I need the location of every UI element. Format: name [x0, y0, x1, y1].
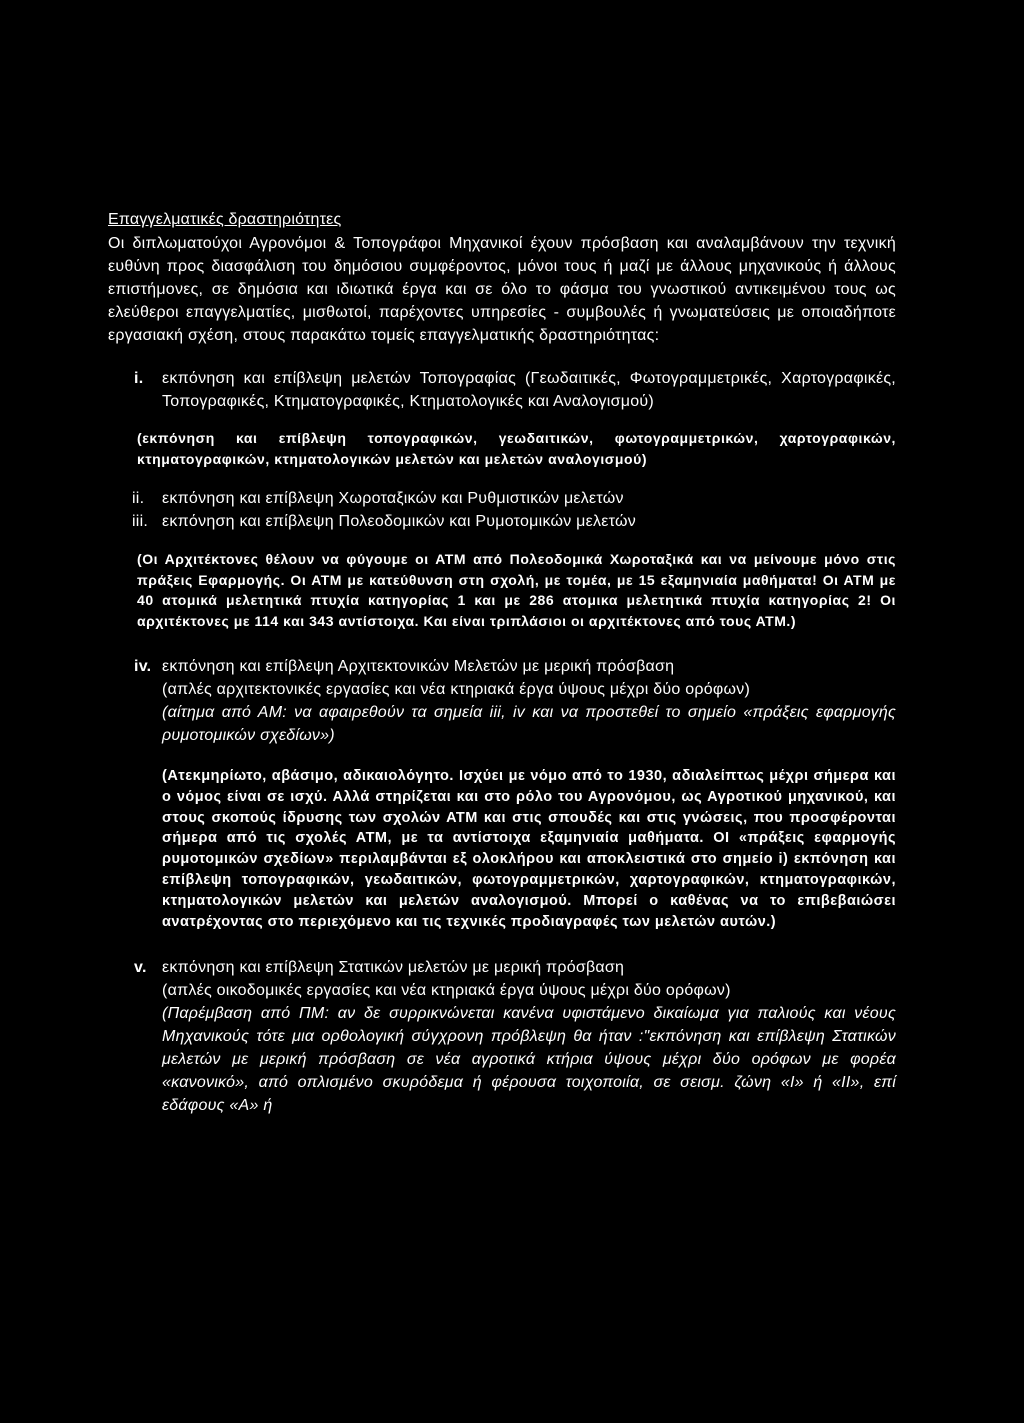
- list-item-3: [108, 510, 896, 533]
- list-item-1: [108, 367, 896, 413]
- list-item-2: [108, 487, 896, 510]
- list-item-subtext: (απλές αρχιτεκτονικές εργασίες και νέα κτηριακά έργα ύψους μέχρι δύο ορόφων): [162, 681, 751, 698]
- list-item-text: εκπόνηση και επίβλεψη Πολεοδομικών και Ρυμοτομικών μελετών: [162, 513, 636, 530]
- list-number: ii.: [132, 490, 145, 507]
- list-item-4: [108, 655, 896, 747]
- list-item-text: εκπόνηση και επίβλεψη Στατικών μελετών με μερική πρόσβαση: [162, 959, 625, 977]
- note-response: (Ατεκμηρίωτο, αβάσιμο, αδικαιολόγητο. Ισχύει με νόμο από το 1930, αδιαλείπτως μέχρι σήμερα και ο νόμος είναι σε ισχύ. Αλλά στηρίζεται και στο ρόλο του Αγρονόμου, ως Αγροτικού μηχανικού, και στους σκοπούς ίδρυσης των σχολών ΑΤΜ και στις σπουδές και στις γνώσεις, που προσφέρονται σήμερα από τις σχολές ΑΤΜ, με τα αντίστοιχα εξαμηνιαία μαθήματα. ΟΙ «πράξεις εφαρμογής ρυμοτομικών σχεδίων» περιλαμβάνται εξ ολοκλήρου και αποκλειστικά στο σημείο i) εκπόνηση και επίβλεψη τοπογραφικών, γεωδαιτικών, φωτογραμμετρικών, χαρτογραφικών, κτηματογραφικών, κτηματολογικών μελετών και μελετών αναλογισμού. Μπορεί ο καθένας να το επιβεβαιώσει ανατρέχοντας στο περιεχόμενο και τις τεχνικές προδιαγραφές των μελετών αυτών.): [162, 768, 896, 930]
- list-item-text: εκπόνηση και επίβλεψη μελετών Τοπογραφίας (Γεωδαιτικές, Φωτογραμμετρικές, Χαρτογραφικές, Τοπογραφικές, Κτηματογραφικές, Κτηματολογικές και Αναλογισμού): [162, 370, 896, 410]
- note-topography: (εκπόνηση και επίβλεψη τοπογραφικών, γεωδαιτικών, φωτογραμμετρικών, χαρτογραφικών, κτηματογραφικών, κτηματολογικών μελετών και μελετών αναλογισμού): [137, 430, 896, 467]
- list-item-5: [108, 956, 896, 1117]
- list-number: iv.: [134, 658, 152, 675]
- document-page: [108, 208, 896, 1117]
- list-number: iii.: [132, 513, 149, 530]
- note-architects: (Οι Αρχιτέκτονες θέλουν να φύγουμε οι ΑΤΜ από Πολεοδομικά Χωροταξικά και να μείνουμε μόνο στις πράξεις Εφαρμογής. Οι ΑΤΜ με κατεύθυνση στη σχολή, με τομέα, με 15 εξαμηνιαία μαθήματα! Οι ΑΤΜ με 40 ατομικά μελετητικά πτυχία κατηγορίας 1 και με 286 ατομικα μελετητικά πτυχία κατηγορίας 2! Οι αρχιτέκτονες με 114 και 343 αντίστοιχα. Και είναι τριπλάσιοι οι αρχιτέκτονες από τους ΑΤΜ.): [137, 551, 896, 629]
- list-item-text: εκπόνηση και επίβλεψη Χωροταξικών και Ρυθμιστικών μελετών: [162, 490, 624, 507]
- list-item-italic-note: (Παρέμβαση από ΠΜ: αν δε συρρικνώνεται κανένα υφιστάμενο δικαίωμα για παλιούς και νέους Μηχανικούς τότε μια ορθολογική σύγχρονη πρόβλεψη θα ήταν :"εκπόνηση και επίβλεψη Στατικών μελετών με μερική πρόσβαση σε νέα αγροτικά κτήρια ύψους μέχρι δύο ορόφων με φορέα «κανονικό», από οπλισμένο σκυρόδεμα ή φέρουσα τοιχοποιία, σε σεισμ. ζώνη «Ι» ή «ΙΙ», επί εδάφους «Α» ή: [162, 1005, 896, 1115]
- list-number: v.: [134, 959, 147, 977]
- intro-paragraph: Οι διπλωματούχοι Αγρονόμοι & Τοπογράφοι Μηχανικοί έχουν πρόσβαση και αναλαμβάνουν την τεχνική ευθύνη προς διασφάλιση του δημόσιου συμφέροντος, μόνοι τους ή μαζί με άλλους μηχανικούς ή άλλους επιστήμονες, σε δημόσια και ιδιωτικά έργα και σε όλο το φάσμα του γνωστικού αντικειμένου τους ως ελεύθεροι επαγγελματίες, μισθωτοί, παρέχοντες υπηρεσίες - συμβουλές ή γνωματεύσεις με οποιαδήποτε εργασιακή σχέση, στους παρακάτω τομείς επαγγελματικής δραστηριότητας:: [108, 235, 896, 344]
- list-item-text: εκπόνηση και επίβλεψη Αρχιτεκτονικών Μελετών με μερική πρόσβαση: [162, 658, 675, 675]
- list-item-italic-note: (αίτημα από ΑΜ: να αφαιρεθούν τα σημεία iii, iv και να προστεθεί το σημείο «πράξεις εφαρμογής ρυμοτομικών σχεδίων»): [162, 704, 896, 744]
- section-heading: Επαγγελματικές δραστηριότητες: [108, 211, 342, 228]
- list-item-subtext: (απλές οικοδομικές εργασίες και νέα κτηριακά έργα ύψους μέχρι δύο ορόφων): [162, 982, 731, 1000]
- list-number: i.: [134, 370, 144, 387]
